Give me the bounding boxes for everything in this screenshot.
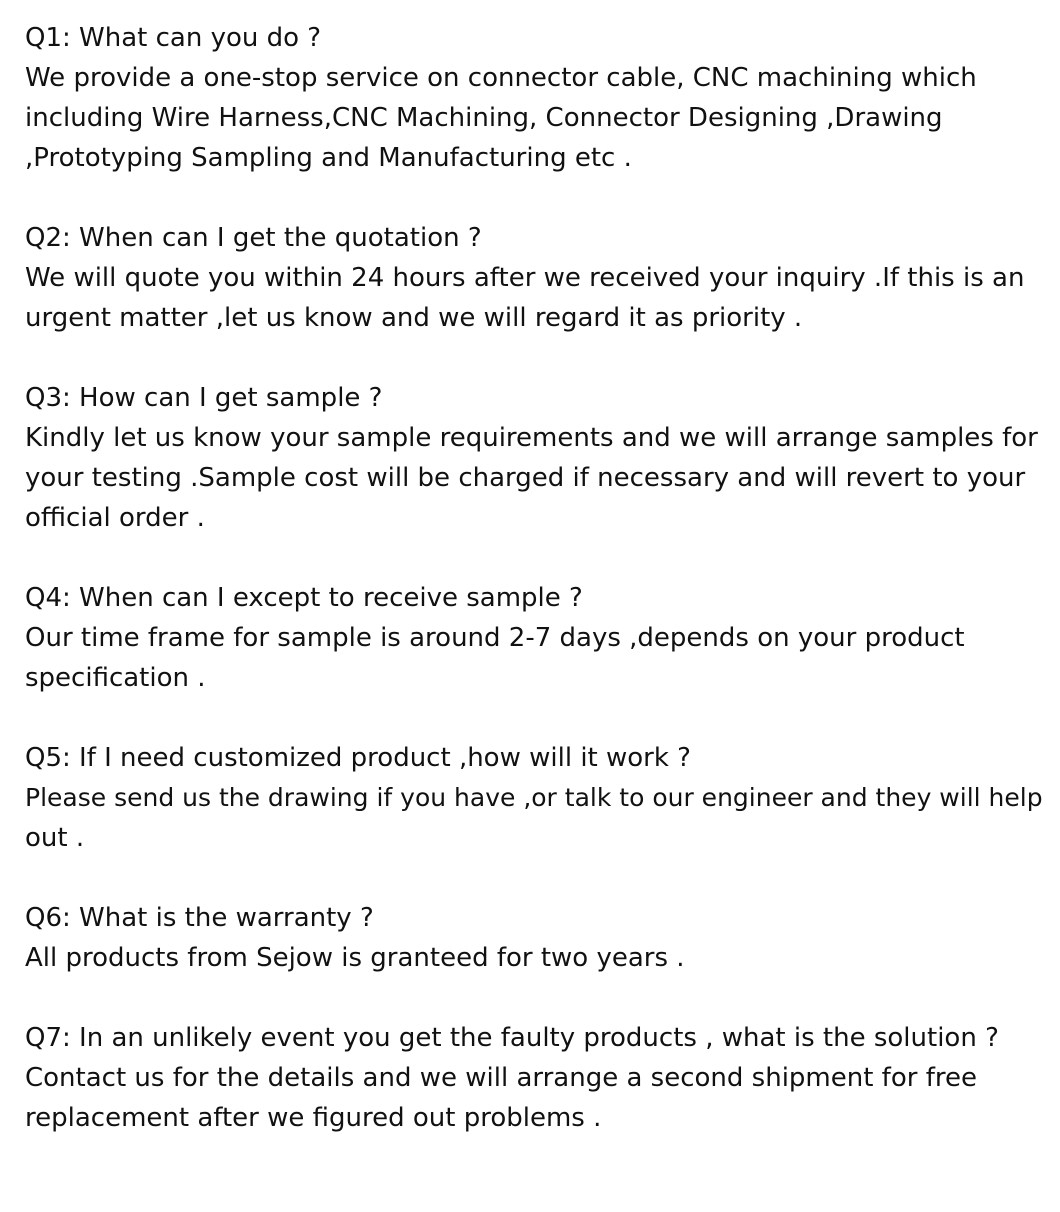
faq-question: Q7: In an unlikely event you get the faulty products , what is the solution ? — [25, 1023, 999, 1053]
faq-answer-line: ,Prototyping Sampling and Manufacturing etc . — [25, 143, 632, 173]
faq-question: Q2: When can I get the quotation ? — [25, 223, 482, 253]
faq-answer-line: official order . — [25, 503, 205, 533]
faq-item-q6 — [25, 898, 1045, 978]
faq-item-q2 — [25, 218, 1045, 338]
faq-answer-line: out . — [25, 823, 85, 853]
faq-question: Q3: How can I get sample ? — [25, 383, 383, 413]
faq-item-q3 — [25, 378, 1045, 538]
faq-answer-line: Kindly let us know your sample requirements and we will arrange samples for — [25, 423, 1038, 453]
faq-question: Q1: What can you do ? — [25, 23, 322, 53]
faq-answer-line: your testing .Sample cost will be charged if necessary and will revert to your — [25, 463, 1026, 493]
faq-question: Q6: What is the warranty ? — [25, 903, 374, 933]
faq-question: Q4: When can I except to receive sample ? — [25, 583, 583, 613]
faq-answer-line: urgent matter ,let us know and we will regard it as priority . — [25, 303, 803, 333]
faq-item-q4 — [25, 578, 1045, 698]
faq-answer-line: Please send us the drawing if you have ,or talk to our engineer and they will help — [25, 783, 1043, 812]
faq-answer-line: replacement after we figured out problems . — [25, 1103, 602, 1133]
faq-item-q7 — [25, 1018, 1045, 1138]
faq-question: Q5: If I need customized product ,how will it work ? — [25, 743, 691, 773]
faq-list — [25, 18, 1045, 1138]
faq-answer-line: We will quote you within 24 hours after we received your inquiry .If this is an — [25, 263, 1025, 293]
faq-answer-line: Our time frame for sample is around 2-7 days ,depends on your product — [25, 623, 965, 653]
faq-item-q1 — [25, 18, 1045, 178]
faq-answer-line: We provide a one-stop service on connector cable, CNC machining which — [25, 63, 977, 93]
faq-answer-line: All products from Sejow is granteed for two years . — [25, 943, 685, 973]
faq-answer-line: Contact us for the details and we will arrange a second shipment for free — [25, 1063, 977, 1093]
faq-answer-line: specification . — [25, 663, 206, 693]
faq-item-q5 — [25, 738, 1045, 858]
faq-answer-line: including Wire Harness,CNC Machining, Connector Designing ,Drawing — [25, 103, 943, 133]
